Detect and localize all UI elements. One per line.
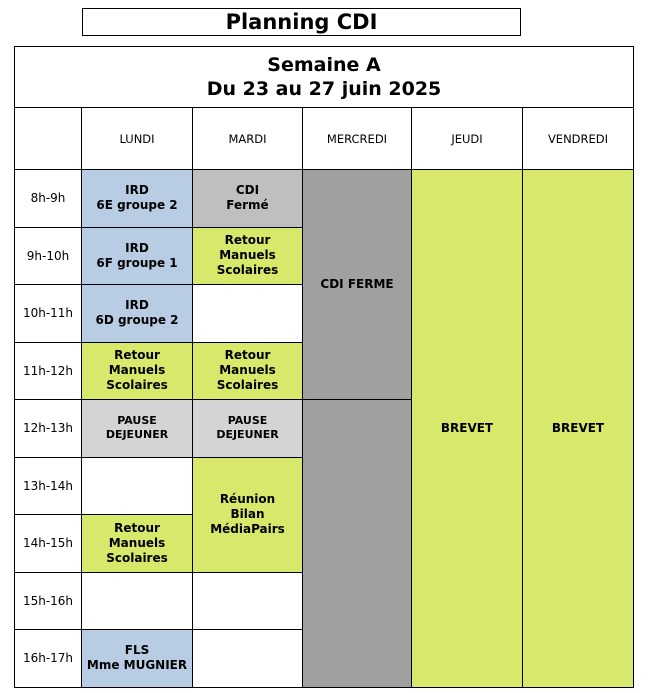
slot-line: 6E groupe 2 [96,198,178,213]
time-slot: 15h-16h [15,572,82,630]
time-slot: 12h-13h [15,400,82,458]
lundi-slot-8 [82,572,193,630]
slot-line: BREVET [440,420,494,435]
day-header-vendredi: VENDREDI [523,108,634,170]
slot-line: PAUSE [117,414,157,428]
slot-line: Manuels [108,535,166,550]
page-title: Planning CDI [82,8,521,36]
lundi-slot-9 [82,630,193,688]
mardi-slot-3 [193,285,303,343]
slot-line: Scolaires [216,378,279,393]
slot-line: Manuels [219,363,276,378]
slot-line: IRD [125,298,149,313]
mercredi-afternoon-block [303,400,412,688]
slot-line: CDI FERME [320,277,394,291]
week-dates: Du 23 au 27 juin 2025 [206,78,442,100]
slot-line: Retour [114,520,160,535]
time-slot: 10h-11h [15,285,82,343]
vendredi-block [523,170,634,688]
corner-cell [15,108,82,170]
slot-line: Réunion [219,492,276,506]
time-slot: 14h-15h [15,515,82,573]
slot-line: CDI [235,183,260,198]
time-slot: 13h-14h [15,457,82,515]
schedule-table [14,46,634,688]
slot-line: Scolaires [106,550,168,565]
day-header-mardi: MARDI [193,108,303,170]
slot-line: BREVET [551,420,605,435]
lundi-slot-3 [82,285,193,343]
slot-line: Manuels [108,363,166,378]
time-slot: 9h-10h [15,227,82,285]
mardi-slot-9 [193,630,303,688]
slot-line: Retour [224,348,271,363]
lundi-slot-1 [82,170,193,228]
week-name: Semaine A [267,54,381,76]
slot-line: MédiaPairs [210,522,285,536]
slot-line: FLS [124,643,150,658]
slot-line: 6F groupe 1 [96,255,178,270]
time-slot: 8h-9h [15,170,82,228]
slot-line: Manuels [219,248,276,263]
lundi-slot-2 [82,227,193,285]
slot-line: Mme MUGNIER [86,658,188,673]
day-header-jeudi: JEUDI [412,108,523,170]
time-slot: 11h-12h [15,342,82,400]
day-header-lundi: LUNDI [82,108,193,170]
slot-line: Scolaires [106,378,168,393]
lundi-slot-7 [82,515,193,573]
mardi-slot-6-7 [193,457,303,572]
slot-line: DEJEUNER [216,428,279,442]
mardi-slot-8 [193,572,303,630]
mardi-slot-1 [193,170,303,228]
slot-line: IRD [125,240,149,255]
slot-line: Fermé [226,198,269,213]
slot-line: Scolaires [216,263,279,278]
slot-line: Bilan [230,507,265,521]
slot-line: PAUSE [227,414,268,428]
day-header-mercredi: MERCREDI [303,108,412,170]
lundi-slot-5 [82,400,193,458]
week-header [15,47,634,108]
mardi-slot-5 [193,400,303,458]
slot-line: Retour [114,348,160,363]
mercredi-morning-block [303,170,412,400]
jeudi-block [412,170,523,688]
mardi-slot-2 [193,227,303,285]
lundi-slot-6 [82,457,193,515]
slot-line: DEJEUNER [105,428,169,442]
slot-line: Retour [224,233,271,248]
mardi-slot-4 [193,342,303,400]
slot-line: IRD [125,183,149,198]
slot-line: 6D groupe 2 [95,313,179,328]
lundi-slot-4 [82,342,193,400]
time-slot: 16h-17h [15,630,82,688]
